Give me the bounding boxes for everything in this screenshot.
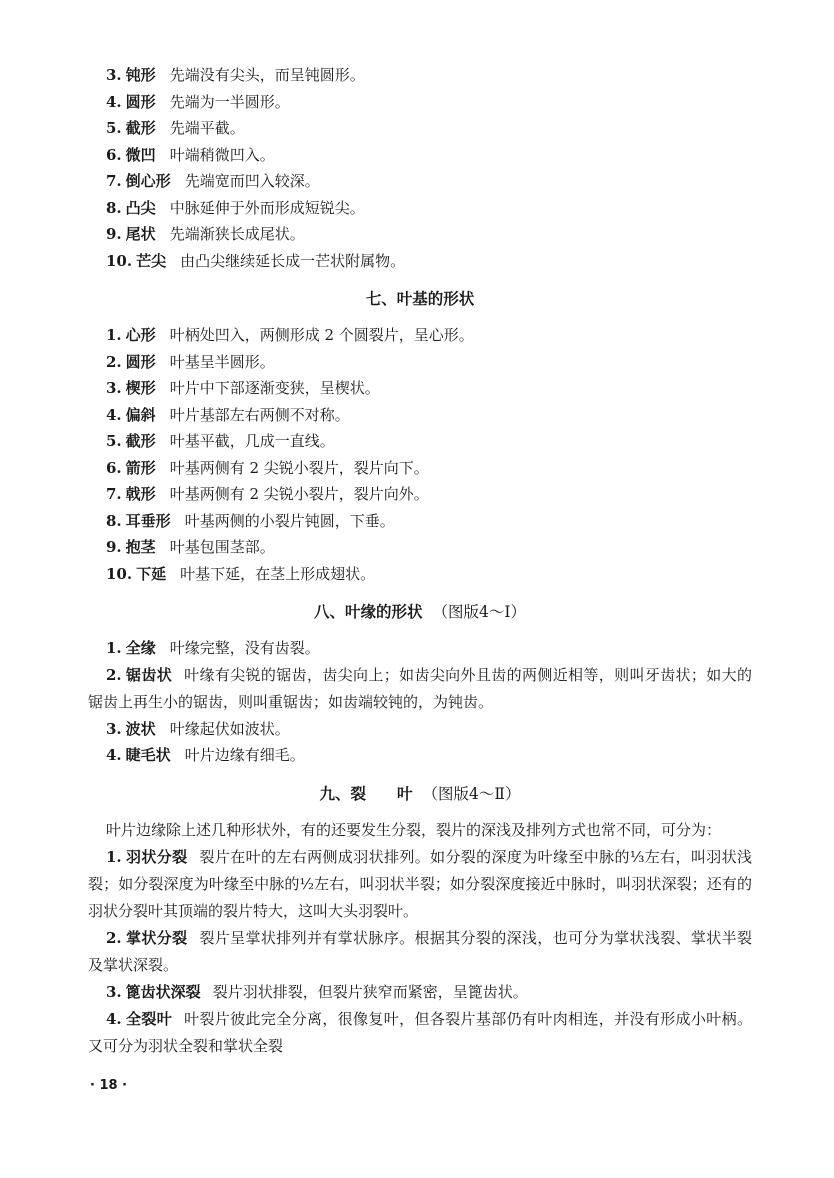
list-item: 2. 锯齿状 叶缘有尖锐的锯齿，齿尖向上；如齿尖向外且齿的两侧近相等，则叫牙齿状；如大的锯齿上再生小的锯齿，则叫重锯齿；如齿端较钝的，为钝齿。 xyxy=(88,665,752,711)
section-heading: 九、裂 叶 （图版4～Ⅱ） xyxy=(319,783,521,803)
list-item: 1. 心形 叶柄处凹入，两侧形成 2 个圆裂片，呈心形。 xyxy=(106,326,474,344)
list-item: 4. 全裂叶 叶裂片彼此完全分离，很像复叶，但各裂片基部仍有叶肉相连，并没有形成小叶柄。又可分为羽状全裂和掌状全裂 xyxy=(88,1009,752,1055)
section-heading: 七、叶基的形状 xyxy=(365,289,475,308)
list-item: 8. 凸尖 中脉延伸于外而形成短锐尖。 xyxy=(106,198,365,217)
leaf-base-list xyxy=(88,322,752,587)
list-item: 1. 全缘 叶缘完整，没有齿裂。 xyxy=(106,639,320,657)
list-item: 9. 抱茎 叶基包围茎部。 xyxy=(106,538,275,556)
list-item: 4. 圆形 先端为一半圆形。 xyxy=(106,92,290,111)
page-number: · 18 · xyxy=(90,1078,128,1093)
list-item: 7. 戟形 叶基两侧有 2 尖锐小裂片，裂片向外。 xyxy=(106,485,429,503)
list-item: 1. 羽状分裂 裂片在叶的左右两侧成羽状排列。如分裂的深度为叶缘至中脉的⅓左右，叫羽状浅裂；如分裂深度为叶缘至中脉的½左右，叫羽状半裂；如分裂深度接近中脉时，叫羽状深裂；还有的羽状分裂叶其顶端的裂片特大，这叫大头羽裂叶。 xyxy=(88,847,752,920)
list-item: 4. 睫毛状 叶片边缘有细毛。 xyxy=(106,746,305,764)
list-item: 4. 偏斜 叶片基部左右两侧不对称。 xyxy=(106,405,350,424)
leaf-lobing-list xyxy=(88,844,752,1060)
list-item: 9. 尾状 先端渐狭长成尾状。 xyxy=(106,225,305,243)
list-item: 3. 钝形 先端没有尖头，而呈钝圆形。 xyxy=(106,66,365,84)
tip-shape-list xyxy=(88,62,752,274)
list-item: 7. 倒心形 先端宽而凹入较深。 xyxy=(106,172,320,190)
list-item: 3. 篦齿状深裂 裂片羽状排裂，但裂片狭窄而紧密，呈篦齿状。 xyxy=(106,982,528,1001)
list-item: 6. 微凹 叶端稍微凹入。 xyxy=(106,145,275,164)
list-item: 5. 截形 先端平截。 xyxy=(106,119,245,137)
list-item: 3. 波状 叶缘起伏如波状。 xyxy=(106,719,290,738)
list-item: 10. 芒尖 由凸尖继续延长成一芒状附属物。 xyxy=(106,251,406,270)
list-item: 8. 耳垂形 叶基两侧的小裂片钝圆，下垂。 xyxy=(106,511,395,530)
leaf-margin-list xyxy=(88,635,752,769)
list-item: 3. 楔形 叶片中下部逐渐变狭，呈楔状。 xyxy=(106,379,380,397)
list-item: 6. 箭形 叶基两侧有 2 尖锐小裂片，裂片向下。 xyxy=(106,458,429,477)
list-item: 2. 掌状分裂 裂片呈掌状排列并有掌状脉序。根据其分裂的深浅，也可分为掌状浅裂、掌状半裂及掌状深裂。 xyxy=(88,928,752,974)
section-intro: 叶片边缘除上述几种形状外，有的还要发生分裂，裂片的深浅及排列方式也常不同，可分为： xyxy=(106,820,722,839)
list-item: 5. 截形 叶基平截，几成一直线。 xyxy=(106,432,335,450)
list-item: 10. 下延 叶基下延，在茎上形成翅状。 xyxy=(106,564,376,583)
section-heading: 八、叶缘的形状 （图版4～Ⅰ） xyxy=(313,602,526,621)
list-item: 2. 圆形 叶基呈半圆形。 xyxy=(106,352,275,371)
